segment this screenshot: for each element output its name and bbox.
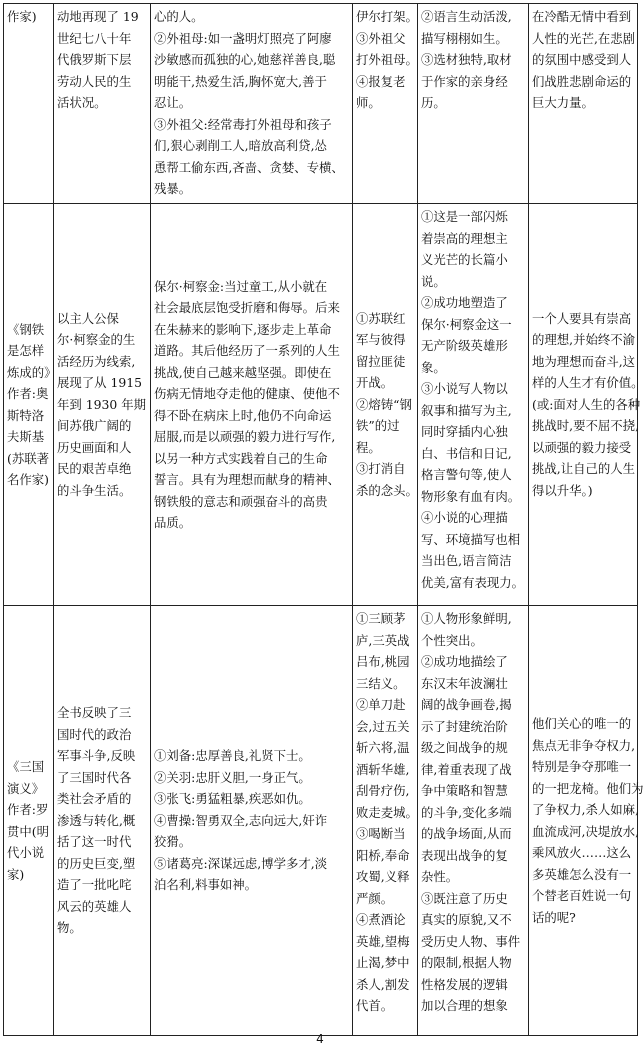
text-line: 炼成的》 [7, 364, 57, 380]
title-cell [4, 204, 57, 606]
text-line: ④小说的心理描 [421, 510, 508, 525]
text-line: 作者:罗 [7, 802, 49, 817]
text-line: 的理想,并始终不渝 [532, 332, 636, 348]
text-line: 同时穿插内心独 [421, 424, 508, 439]
art-cell [418, 4, 529, 204]
text-line: 劳动人民的生 [57, 73, 132, 89]
literature-table [3, 3, 644, 1036]
text-line: 在冷酷无情中看到 [532, 9, 632, 24]
text-line: 保尔·柯察金:当过童工,从小就在 [154, 278, 328, 294]
text-line: 括了这一时代 [57, 834, 132, 850]
text-line: 世纪七八十年 [57, 30, 132, 46]
text-line: 血流成河,决堤放水, [532, 823, 640, 839]
text-line: ①刘备:忠厚善良,礼贤下士。 [154, 748, 311, 764]
text-line: (苏联著 [7, 450, 50, 466]
text-line: 说。 [421, 273, 446, 289]
text-line: 以另一种方式实践着自己的生命 [154, 450, 328, 466]
text-line: 们战胜悲剧命运的 [532, 73, 632, 89]
text-line: 人性的光芒,在悲剧 [532, 30, 636, 46]
text-line: 三结义。 [356, 675, 406, 691]
text-line: 家) [7, 866, 25, 882]
text-line: 律,着重表现了战 [421, 761, 512, 777]
text-line: 沙敏感而孤独的心,她慈祥善良,聪 [154, 52, 336, 67]
text-line: 他们关心的唯一的 [532, 716, 632, 731]
text-line: 写、环境描写也相 [421, 531, 521, 547]
text-line: (或:面对人生的各种 [532, 396, 641, 412]
text-line: 杀的念头。 [356, 482, 418, 498]
text-line: 泊名利,料事如神。 [154, 877, 258, 893]
text-line: 话的呢? [532, 909, 576, 925]
text-line: 受历史人物、事件 [421, 933, 521, 949]
text-line: 渗透与转化,概 [57, 812, 136, 828]
text-line: 格言警句等,使人 [421, 467, 512, 482]
text-line: 刮骨疗伤, [356, 783, 410, 798]
text-line: 程。 [356, 439, 381, 455]
text-line: 挑战,使自己越来越坚强。即使在 [154, 364, 332, 380]
text-line: 恿帮工偷东西,吝啬、贪婪、专横、 [154, 159, 344, 175]
text-line: 以主人公保 [57, 310, 119, 326]
title-cell [4, 606, 54, 1036]
text-line: 钢铁般的意志和顽强奋斗的高贵 [154, 493, 328, 509]
text-line: 杂性。 [421, 869, 459, 884]
text-line: 明能干,热爱生活,胸怀宽大,善于 [154, 73, 327, 89]
text-line: ③外祖父:经常毒打外祖母和孩子 [154, 116, 332, 132]
text-line: 败走麦城。 [356, 804, 418, 820]
text-line: 义光芒的长篇小 [421, 252, 508, 267]
text-line: ①人物形象鲜明, [421, 611, 512, 626]
text-line: ①这是一部闪烁 [421, 209, 508, 224]
text-line: 作家) [7, 9, 37, 24]
text-line: 留拉匪徒 [356, 353, 406, 369]
text-line: 展现了从 1915 [57, 375, 143, 391]
text-line: 铁”的过 [356, 418, 400, 434]
text-line: 代首。 [356, 998, 394, 1013]
text-line: 会,过五关 [356, 718, 410, 734]
table-row [4, 4, 638, 204]
text-line: 们,狠心剥削工人,暗放高利贷,怂 [154, 138, 327, 153]
text-line: 示了封建统治阶 [421, 718, 508, 734]
text-line: 着崇高的理想主 [421, 230, 508, 246]
theme-cell [529, 204, 644, 606]
text-line: 狡猾。 [154, 834, 192, 850]
text-line: 打外祖母。 [356, 52, 418, 67]
text-line: 级之间战争的规 [421, 740, 508, 755]
text-line: 社会最底层饱受折磨和侮辱。后来 [154, 300, 340, 315]
text-line: 了三国时代各 [57, 769, 132, 785]
plot-cell [353, 606, 418, 1036]
text-line: 物。 [57, 920, 82, 936]
text-line: 挑战,让自己的人生 [532, 461, 636, 477]
text-line: 誓言。具有为理想而献身的精神、 [154, 472, 340, 487]
text-line: 乘风放火……这么 [532, 845, 632, 860]
plot-cell [353, 204, 418, 606]
text-line: 保尔·柯察金这一 [421, 316, 512, 332]
text-line: 造了一批叱咤 [57, 877, 132, 893]
text-line: 个性突出。 [421, 632, 483, 648]
text-line: 东汉末年波澜壮 [421, 675, 508, 691]
text-line: ④曹操:智勇双全,志向远大,奸诈 [154, 812, 328, 828]
title-cell [4, 4, 54, 204]
text-line: 描写栩栩如生。 [421, 30, 508, 46]
text-line: ①苏联红 [356, 310, 406, 326]
text-line: ③外祖父 [356, 30, 406, 46]
text-line: 道路。其后他经历了一系列的人生 [154, 343, 340, 358]
text-line: ④煮酒论 [356, 912, 406, 927]
text-line: ②语言生动活泼, [421, 9, 512, 24]
plot-cell [353, 4, 418, 204]
text-line: 得以升华。) [532, 482, 593, 498]
text-line: 严颜。 [356, 890, 394, 906]
text-line: 阳桥,奉命 [356, 847, 410, 863]
text-line: 军事斗争,反映 [57, 748, 136, 764]
text-line: 的氛围中感受到人 [532, 52, 632, 67]
text-line: 的一把龙椅。他们为 [532, 780, 644, 796]
text-line: 真实的原貌,又不 [421, 912, 512, 927]
text-line: 代小说 [7, 845, 45, 860]
text-line: 国时代的政治 [57, 726, 132, 742]
text-line: 历。 [421, 95, 446, 110]
text-line: ③张飞:勇猛粗暴,疾恶如仇。 [154, 791, 311, 807]
table-row [4, 204, 638, 606]
text-line: 心的人。 [154, 9, 204, 24]
text-line: 伊尔打架。 [356, 9, 418, 24]
art-cell [418, 606, 529, 1036]
text-line: 动地再现了 19 [57, 9, 139, 24]
text-line: 止渴,梦中 [356, 955, 410, 970]
text-line: 活状况。 [57, 95, 107, 110]
text-line: 名作家) [7, 472, 50, 487]
characters-cell [151, 4, 353, 204]
text-line: 演义》 [7, 780, 45, 796]
text-line: 一个人要具有崇高 [532, 310, 632, 326]
text-line: ③既注意了历史 [421, 890, 508, 906]
text-line: 尔·柯察金的生 [57, 332, 136, 348]
text-line: 象。 [421, 359, 446, 375]
text-line: 作者:奥 [7, 386, 49, 401]
text-line: ②单刀赴 [356, 697, 406, 712]
text-line: 《钢铁 [7, 321, 45, 337]
text-line: ②关羽:忠肝义胆,一身正气。 [154, 769, 311, 785]
text-line: ④报复老 [356, 73, 406, 89]
text-line: 当出色,语言简洁 [421, 553, 512, 568]
text-line: 杀人,割发 [356, 976, 410, 992]
text-line: 类社会矛盾的 [57, 791, 132, 807]
text-line: ②成功地塑造了 [421, 295, 508, 310]
text-line: 多英雄怎么没有一 [532, 866, 632, 882]
text-line: 物形象有血有肉。 [421, 488, 521, 504]
text-line: 的战争场面,从而 [421, 826, 512, 841]
text-line: 开战。 [356, 375, 394, 391]
text-line: 巨大力量。 [532, 95, 594, 110]
text-line: 师。 [356, 95, 381, 110]
text-line: 民的艰苦卓绝 [57, 461, 132, 477]
text-line: 忍让。 [154, 95, 192, 110]
text-line: 的斗争生活。 [57, 482, 132, 498]
text-line: 酒斩华雄, [356, 761, 410, 777]
text-line: 白、书信和日记, [421, 445, 512, 461]
text-line: 军与彼得 [356, 332, 406, 348]
text-line: 历史画面和人 [57, 439, 132, 455]
theme-cell [529, 606, 644, 1036]
text-line: ②外祖母:如一盏明灯照亮了阿廖 [154, 30, 332, 46]
text-line: ⑤诸葛亮:深谋远虑,博学多才,淡 [154, 855, 328, 871]
text-line: 于作家的亲身经 [421, 73, 508, 89]
text-line: 全书反映了三 [57, 705, 132, 721]
text-line: 间苏俄广阔的 [57, 418, 132, 434]
text-line: 得不卧在病床上时,他仍不向命运 [154, 407, 332, 423]
content-cell [54, 606, 151, 1036]
text-line: ②熔铸“钢 [356, 396, 412, 412]
text-line: 攻蜀,义释 [356, 869, 410, 884]
text-line: 叙事和描写为主, [421, 402, 512, 418]
text-line: 活经历为线索, [57, 353, 136, 369]
text-line: 是怎样 [7, 343, 45, 358]
text-line: 阔的战争画卷,揭 [421, 697, 512, 712]
text-line: 特别是争夺那唯一 [532, 759, 632, 774]
text-line: 挑战时,要不屈不挠, [532, 418, 640, 434]
text-line: 斩六将,温 [356, 740, 410, 755]
text-line: 焦点无非争夺权力, [532, 737, 636, 753]
text-line: 年到 1930 年期 [57, 396, 146, 412]
text-line: 夫斯基 [7, 429, 45, 444]
text-line: 性格发展的逻辑 [421, 976, 508, 992]
text-line: ③喝断当 [356, 826, 406, 841]
text-line: 的历史巨变,塑 [57, 855, 136, 871]
text-line: ③小说写人物以 [421, 381, 508, 396]
characters-cell [151, 606, 353, 1036]
art-cell [418, 204, 529, 606]
text-line: 斯特洛 [7, 407, 45, 423]
text-line: ③打消自 [356, 461, 406, 477]
text-line: ②成功地描绘了 [421, 654, 508, 669]
text-line: ①三顾茅 [356, 611, 406, 626]
text-line: 争中策略和智慧 [421, 783, 508, 798]
text-line: 英雄,望梅 [356, 933, 410, 949]
text-line: 残暴。 [154, 181, 192, 196]
text-line: 优美,富有表现力。 [421, 574, 525, 590]
table-row [4, 606, 638, 1036]
text-line: 样的人生才有价值。 [532, 375, 644, 391]
text-line: 的斗争,变化多端 [421, 804, 512, 820]
theme-cell [529, 4, 638, 204]
text-line: 个替老百姓说一句 [532, 888, 632, 903]
characters-cell [151, 204, 353, 606]
text-line: 贯中(明 [7, 823, 50, 839]
text-line: 了争权力,杀人如麻, [532, 802, 640, 817]
text-line: 在朱赫来的影响下,逐步走上革命 [154, 321, 332, 337]
page-number: 4 [316, 1032, 324, 1046]
text-line: 庐,三英战 [356, 632, 410, 648]
text-line: 代俄罗斯下层 [57, 52, 132, 67]
text-line: 地为理想而奋斗,这 [532, 353, 636, 369]
text-line: 吕布,桃园 [356, 654, 410, 669]
text-line: 风云的英雄人 [57, 898, 132, 914]
text-line: 伤病无情地夺走他的健康、使他不 [154, 386, 340, 401]
text-line: 屈服,而是以顽强的毅力进行写作, [154, 429, 336, 444]
text-line: 无产阶级英雄形 [421, 338, 508, 353]
text-line: 的限制,根据人物 [421, 955, 512, 970]
text-line: 以顽强的毅力接受 [532, 439, 632, 455]
text-line: 《三国 [7, 759, 45, 774]
text-line: 加以合理的想象 [421, 998, 508, 1013]
text-line: 表现出战争的复 [421, 847, 508, 863]
text-line: ③选材独特,取材 [421, 52, 512, 67]
text-line: 品质。 [154, 515, 192, 530]
content-cell [54, 204, 151, 606]
content-cell [54, 4, 151, 204]
